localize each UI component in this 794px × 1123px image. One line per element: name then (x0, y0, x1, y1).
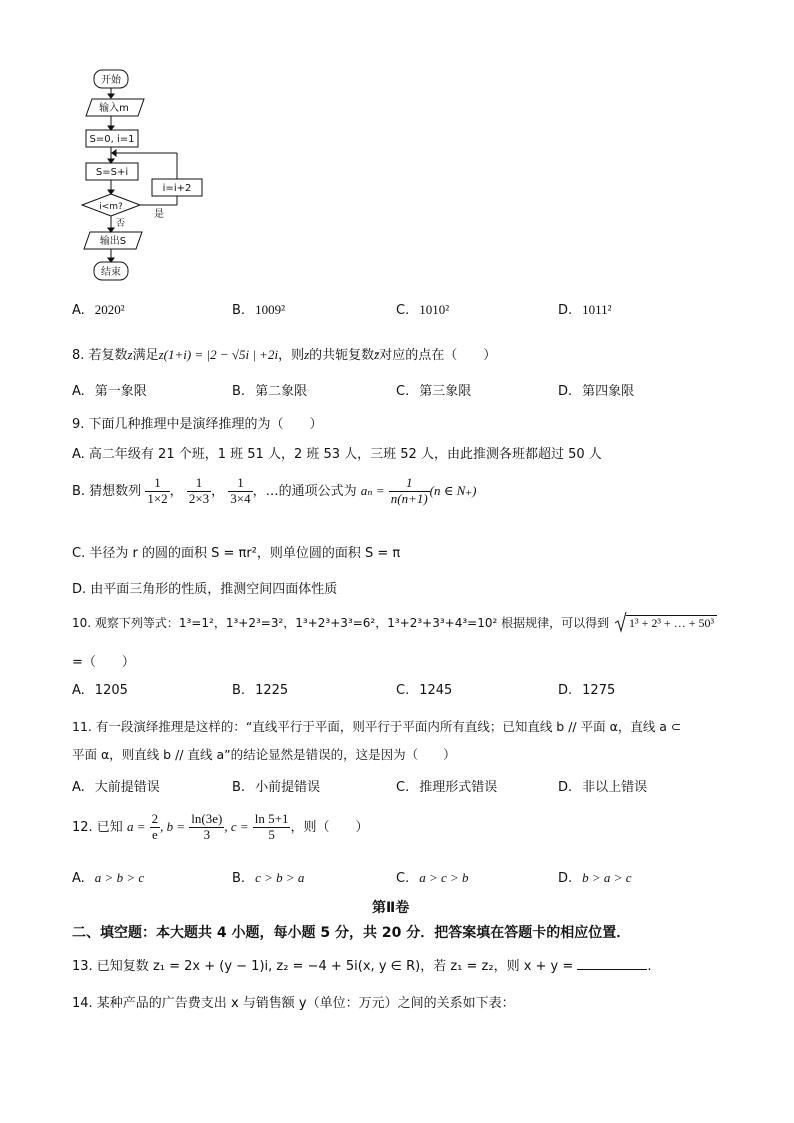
fraction: $\frac{\ln 5+1}{5}$ (254, 811, 289, 842)
q8-stem: 8. 若复数z满足z(1+i) = |2 − √5i | +2i，则z的共轭复数z̄对应的点在（ ） (72, 347, 497, 363)
q10-option-a[interactable]: A. 1205 (72, 683, 128, 698)
fraction: $\frac{\ln(3e)}{3}$ (191, 811, 223, 842)
q8-option-c[interactable]: C. 第三象限 (396, 384, 472, 399)
section-heading: 二、填空题：本大题共 4 小题，每小题 5 分，共 20 分．把答案填在答题卡的相应位置． (72, 925, 631, 941)
q8-option-a[interactable]: A. 第一象限 (72, 384, 147, 399)
fraction: $\frac{1}{n(n+1)}$ (390, 475, 428, 506)
q10-option-d[interactable]: D. 1275 (558, 683, 616, 698)
flow-init: S=0, i=1 (89, 134, 135, 145)
q14-stem: 14. 某种产品的广告费支出 x 与销售额 y（单位：万元）之间的关系如下表： (72, 996, 515, 1011)
q8-option-b[interactable]: B. 第二象限 (232, 384, 308, 399)
q11-line1: 11. 有一段演绎推理是这样的：“直线平行于平面，则平行于平面内所有直线；已知直线 b // 平面 α，直线 a ⊂ (72, 719, 682, 734)
q13-stem: 13. 已知复数 z₁ = 2x + (y − 1)i, z₂ = −4 + 5i(x, y ∈ R)，若 z₁ = z₂，则 x + y = . (72, 959, 652, 974)
q11-option-c[interactable]: C. 推理形式错误 (396, 780, 498, 795)
q11-option-a[interactable]: A. 大前提错误 (72, 780, 160, 795)
flow-accumulate: S=S+i (95, 167, 129, 178)
q10-equals: =（ ） (72, 655, 135, 670)
q11-line2: 平面 α，则直线 b // 直线 a”的结论显然是错误的，这是因为（ ） (72, 747, 456, 762)
fraction: $\frac{1}{3\times 4}$ (230, 475, 251, 506)
q9-stem: 9. 下面几种推理中是演绎推理的为（ ） (72, 417, 323, 432)
q7-option-a[interactable]: A. 2020² (72, 302, 125, 318)
fraction: $\frac{1}{1\times 2}$ (147, 475, 168, 506)
q7-option-b[interactable]: B. 1009² (232, 302, 285, 318)
q12-option-c[interactable]: C. a > c > b (396, 870, 469, 886)
flow-increment: i=i+2 (162, 183, 192, 194)
q9-option-c[interactable]: C. 半径为 r 的圆的面积 S = πr²，则单位圆的面积 S = π (72, 546, 401, 561)
q10-option-c[interactable]: C. 1245 (396, 683, 453, 698)
q8-formula: z(1+i) = |2 − √5i | +2i (158, 347, 279, 362)
q11-option-d[interactable]: D. 非以上错误 (558, 780, 648, 795)
q10-radical: 1³ + 2³ + … + 50³ (615, 616, 717, 631)
q7-option-d[interactable]: D. 1011² (558, 302, 612, 318)
q12-stem: 12. 已知 a = $\frac{2}{e}$ , b = $\frac{\ln(3e)}{3}$ , c = $\frac{\ln 5+1}{5}$ ，则（ ） (72, 811, 369, 842)
section-title: 第Ⅱ卷 (372, 900, 410, 916)
q10-option-b[interactable]: B. 1225 (232, 683, 289, 698)
flow-end: 结束 (101, 267, 121, 278)
flow-start: 开始 (101, 75, 121, 86)
flow-yes: 是 (154, 209, 164, 220)
q9-option-d[interactable]: D. 由平面三角形的性质，推测空间四面体性质 (72, 582, 338, 597)
q11-option-b[interactable]: B. 小前提错误 (232, 780, 321, 795)
flow-output: 输出S (99, 236, 127, 247)
q8-option-d[interactable]: D. 第四象限 (558, 384, 635, 399)
q9-option-b[interactable]: B. 猜想数列 $\frac{1}{1\times 2}$ ， $\frac{1}{2\times 3}$ ， $\frac{1}{3\times 4}$ ，…的通项公式为 aₙ = $\frac{1}{n(n+1)}$ (n ∈ N₊) (72, 475, 477, 506)
q12-option-b[interactable]: B. c > b > a (232, 870, 305, 886)
flowchart (70, 62, 220, 287)
q12-option-d[interactable]: D. b > a > c (558, 870, 632, 886)
q9-option-a[interactable]: A. 高二年级有 21 个班，1 班 51 人，2 班 53 人，三班 52 人，由此推测各班都超过 50 人 (72, 447, 602, 462)
q10-stem: 10. 观察下列等式：1³=1²，1³+2³=3²，1³+2³+3³=6²，1³+2³+3³+4³=10² 根据规律，可以得到 1³ + 2³ + … + 50³ (72, 614, 717, 631)
flow-input: 输入m (99, 103, 129, 114)
flow-condition: i<m? (99, 202, 123, 212)
q12-option-a[interactable]: A. a > b > c (72, 870, 145, 886)
flow-no: 否 (116, 219, 126, 229)
answer-blank[interactable] (577, 957, 647, 970)
q7-option-c[interactable]: C. 1010² (396, 302, 450, 318)
fraction: $\frac{2}{e}$ (151, 811, 159, 842)
fraction: $\frac{1}{2\times 3}$ (188, 475, 210, 506)
